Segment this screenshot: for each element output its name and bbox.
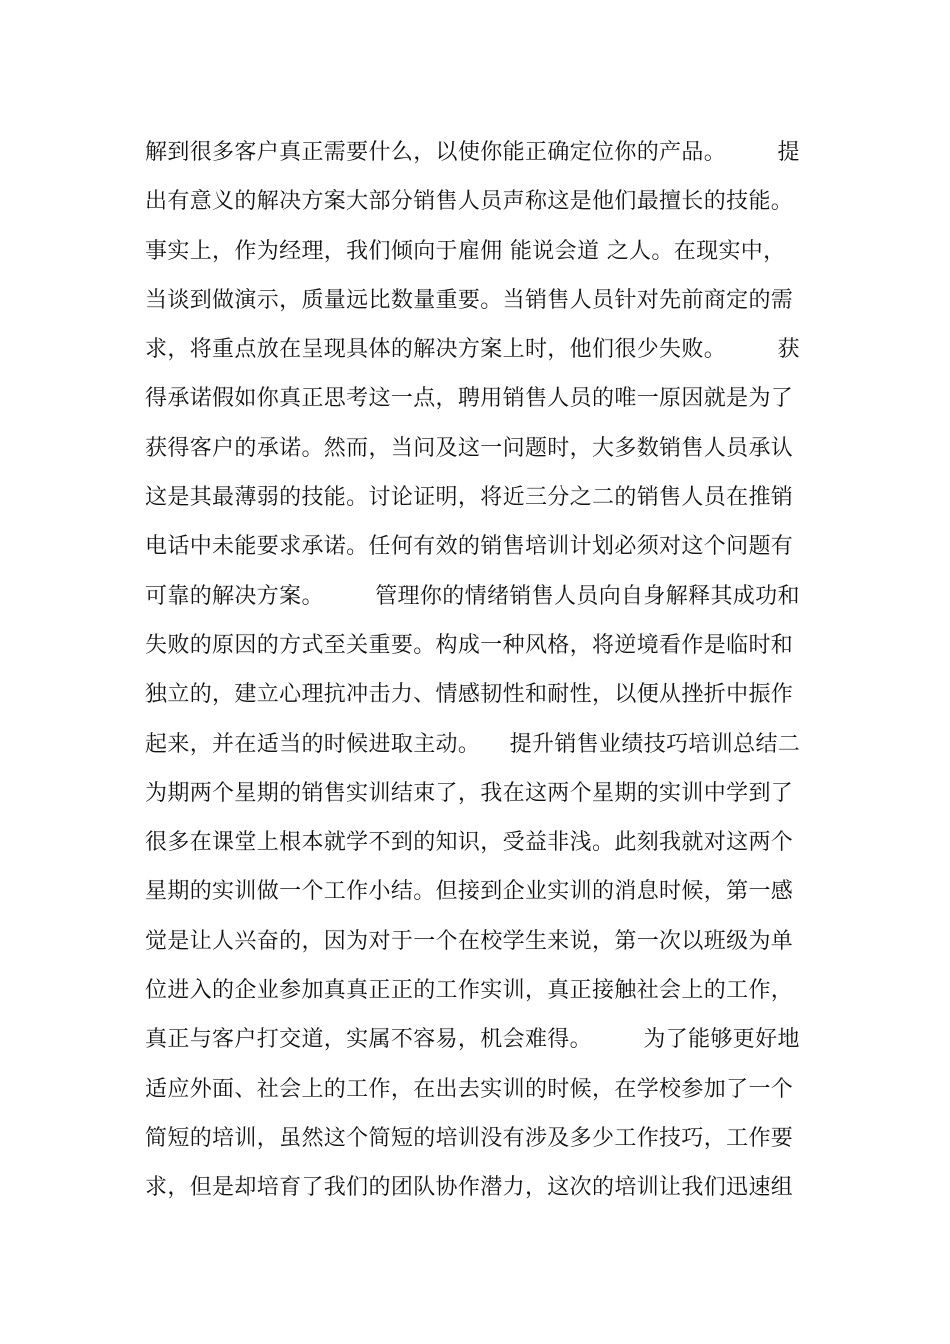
text-line: 求，将重点放在呈现具体的解决方案上时，他们很少失败。 获 bbox=[145, 337, 800, 363]
text-line: 真正与客户打交道，实属不容易，机会难得。 为了能够更好地 bbox=[145, 1027, 800, 1053]
text-line: 简短的培训，虽然这个简短的培训没有涉及多少工作技巧，工作要 bbox=[145, 1125, 794, 1151]
text-line: 适应外面、社会上的工作，在出去实训的时候，在学校参加了一个 bbox=[145, 1076, 794, 1102]
text-line: 觉是让人兴奋的，因为对于一个在校学生来说，第一次以班级为单 bbox=[145, 928, 794, 954]
text-line: 事实上，作为经理，我们倾向于雇佣 能说会道 之人。在现实中， bbox=[145, 238, 786, 264]
text-line: 独立的，建立心理抗冲击力、情感韧性和耐性，以便从挫折中振作 bbox=[145, 682, 794, 708]
text-line: 解到很多客户真正需要什么，以使你能正确定位你的产品。 提 bbox=[145, 140, 800, 165]
text-line: 电话中未能要求承诺。任何有效的销售培训计划必须对这个问题有 bbox=[145, 534, 794, 560]
text-line: 起来，并在适当的时候进取主动。 提升销售业绩技巧培训总结二 bbox=[145, 731, 801, 757]
text-line: 失败的原因的方式至关重要。构成一种风格，将逆境看作是临时和 bbox=[145, 632, 794, 658]
text-line: 得承诺假如你真正思考这一点，聘用销售人员的唯一原因就是为了 bbox=[145, 386, 794, 412]
text-line: 位进入的企业参加真真正正的工作实训，真正接触社会上的工作， bbox=[145, 978, 794, 1004]
text-line: 求，但是却培育了我们的团队协作潜力，这次的培训让我们迅速组 bbox=[145, 1175, 794, 1201]
text-line: 出有意义的解决方案大部分销售人员声称这是他们最擅长的技能。 bbox=[145, 189, 794, 215]
text-line: 获得客户的承诺。然而，当问及这一问题时，大多数销售人员承认 bbox=[145, 435, 794, 461]
text-line: 为期两个星期的销售实训结束了，我在这两个星期的实训中学到了 bbox=[145, 780, 794, 806]
text-line: 这是其最薄弱的技能。讨论证明，将近三分之二的销售人员在推销 bbox=[145, 485, 794, 511]
text-line: 很多在课堂上根本就学不到的知识，受益非浅。此刻我就对这两个 bbox=[145, 830, 794, 856]
body-text bbox=[145, 128, 810, 1213]
text-line: 可靠的解决方案。 管理你的情绪销售人员向自身解释其成功和 bbox=[145, 583, 800, 609]
text-line: 当谈到做演示，质量远比数量重要。当销售人员针对先前商定的需 bbox=[145, 287, 794, 313]
text-line: 星期的实训做一个工作小结。但接到企业实训的消息时候，第一感 bbox=[145, 879, 794, 905]
